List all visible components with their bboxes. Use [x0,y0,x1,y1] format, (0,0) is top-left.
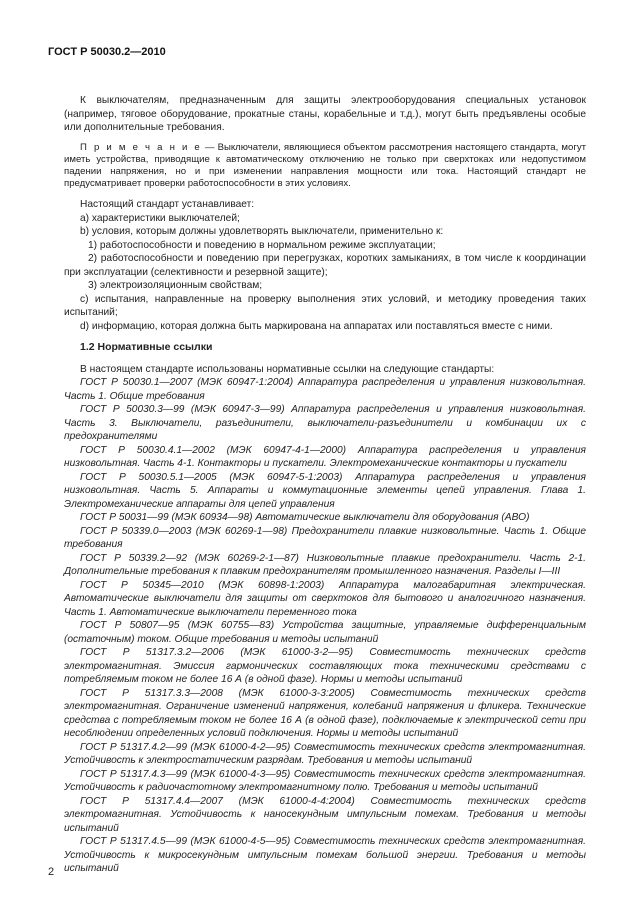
note-text: — Выключатели, являющиеся объектом рассмотрения настоящего стандарта, могут иметь устройства, приводящие к автоматическому отключению не только при сверхтоках или недопустимом падении напряжения, но и при изменении направления мощности или тока. Настоящий стандарт не предусматривает проверки работоспособности в этих условиях. [64,141,587,190]
scope-lead: Настоящий стандарт устанавливает: [80,199,255,211]
reference-item: ГОСТ Р 50031—99 (МЭК 60934—98) Автоматические выключатели для оборудования (АВО) [80,512,530,524]
reference-item: ГОСТ Р 50030.4.1—2002 (МЭК 60947-4-1—2000) Аппаратура распределения и управления низковольтная. Часть 4-1. Контакторы и пускатели. Электромеханические контакторы и пускатели [64,444,586,470]
intro-paragraph: К выключателям, предназначенным для защиты электрооборудования специальных установок (например, тяговое оборудование, прокатные станы, корабельные и т.д.), могут быть предъявлены особые или дополнительные требования. [64,95,586,133]
scope-item-d: d) информацию, которая должна быть маркирована на аппаратах или поставляться вместе с ними. [80,320,553,332]
reference-item: ГОСТ Р 51317.4.2—99 (МЭК 61000-4-2—95) Совместимость технических средств электромагнитная. Устойчивость к электростатическим разрядам. Требования и методы испытаний [64,741,586,767]
page-content [64,94,586,876]
document-header: ГОСТ Р 50030.2—2010 [48,46,166,58]
scope-item-c: c) испытания, направленные на проверку выполнения этих условий, и методику проведения таких испытаний; [64,293,586,319]
reference-item: ГОСТ Р 50339.0—2003 (МЭК 60269-1—98) Предохранители плавкие низковольтные. Часть 1. Общие требования [64,525,586,551]
reference-item: ГОСТ Р 50345—2010 (МЭК 60898-1:2003) Аппаратура малогабаритная электрическая. Автоматические выключатели для защиты от сверхтоков для бытового и аналогичного назначения. Часть 1. Автоматические выключатели переменного тока [64,579,586,618]
section-title: 1.2 Нормативные ссылки [80,341,213,354]
page-number: 2 [48,866,55,878]
scope-item-b: b) условия, которым должны удовлетворять выключатели, применительно к: [80,226,444,238]
reference-item: ГОСТ Р 51317.4.3—99 (МЭК 61000-4-3—95) Совместимость технических средств электромагнитная. Устойчивость к радиочастотному электромагнитному полю. Требования и методы испытаний [64,768,586,794]
scope-item-a: а) характеристики выключателей; [80,212,240,224]
note-label: П р и м е ч а н и е [80,141,202,153]
note-paragraph [64,142,586,191]
reference-item: ГОСТ Р 50807—95 (МЭК 60755—83) Устройства защитные, управляемые дифференциальным (остаточным) током. Общие требования и методы испытаний [64,620,586,645]
section-lead: В настоящем стандарте использованы нормативные ссылки на следующие стандарты: [80,363,495,375]
reference-item: ГОСТ Р 50030.1—2007 (МЭК 60947-1:2004) Аппаратура распределения и управления низковольтная. Часть 1. Общие требования [64,377,586,402]
reference-item: ГОСТ Р 50030.5.1—2005 (МЭК 60947-5-1:2003) Аппаратура распределения и управления низковольтная. Часть 5. Аппараты и коммутационные элементы цепей управления. Глава 1. Электромеханические аппараты для цепей управления [64,471,586,510]
reference-item: ГОСТ Р 51317.3.3—2008 (МЭК 61000-3-3:2005) Совместимость технических средств электромагнитная. Ограничение изменений напряжения, колебаний напряжения и фликера. Технические средства с потребляемым током не более 16 А (в одной фазе), подключаемые к электрической сети при несоблюдении определенных условий подключения. Нормы и методы испытаний [64,687,586,740]
reference-item: ГОСТ Р 51317.4.5—99 (МЭК 61000-4-5—95) Совместимость технических средств электромагнитная. Устойчивость к микросекундным импульсным помехам большой энергии. Требования и методы испытаний [64,836,586,875]
scope-item-b3: 3) электроизоляционным свойствам; [88,280,263,292]
reference-item: ГОСТ Р 50339.2—92 (МЭК 60269-2-1—87) Низковольтные плавкие предохранители. Часть 2-1. Дополнительные требования к плавким предохранителям промышленного назначения. Разделы I—III [64,552,586,578]
reference-item: ГОСТ Р 50030.3—99 (МЭК 60947-3—99) Аппаратура распределения и управления низковольтная. Часть 3. Выключатели, разъединители, выключатели-разъединители и комбинации их с предохранителями [64,404,586,443]
reference-item: ГОСТ Р 51317.3.2—2006 (МЭК 61000-3-2—95) Совместимость технических средств электромагнитная. Эмиссия гармонических составляющих тока техническими средствами с потребляемым током не более 16 А (в одной фазе). Нормы и методы испытаний [64,647,586,686]
reference-item: ГОСТ Р 51317.4.4—2007 (МЭК 61000-4-4:2004) Совместимость технических средств электромагнитная. Устойчивость к наносекундным импульсным помехам. Требования и методы испытаний [64,795,586,834]
scope-item-b1: 1) работоспособности и поведению в нормальном режиме эксплуатации; [88,239,436,251]
scope-item-b2: 2) работоспособности и поведению при перегрузках, коротких замыканиях, в том числе к координации при эксплуатации (селективности и резервной защите); [64,253,586,278]
